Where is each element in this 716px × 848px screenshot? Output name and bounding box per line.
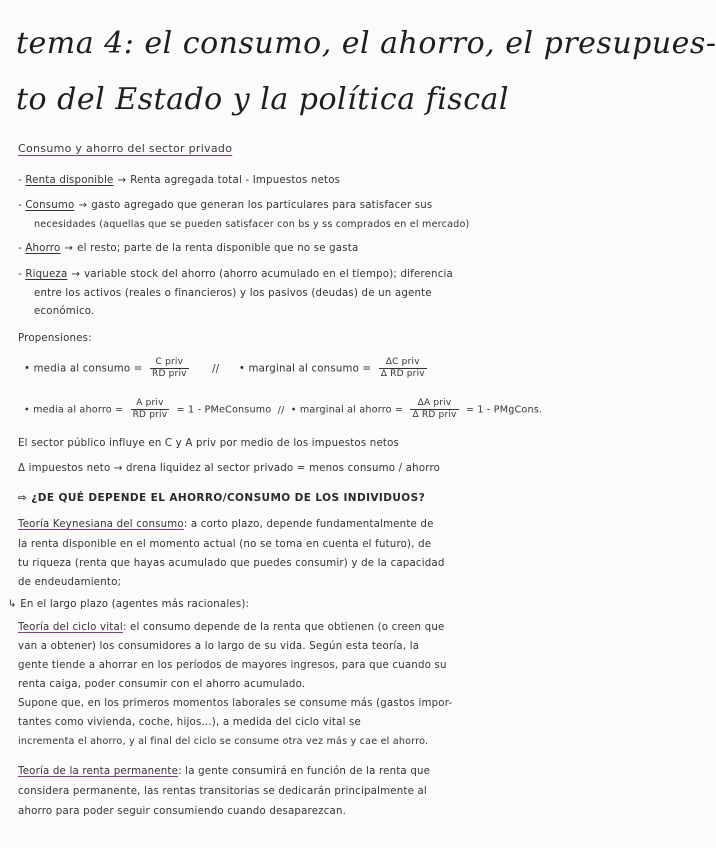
term-teoria-renta-permanente: Teoría de la renta permanente [18, 766, 179, 777]
list-item-riqueza: - Riqueza → variable stock del ahorro (ahorro acumulado en el tiempo); diferencia [18, 269, 453, 280]
term-teoria-keynesiana: Teoría Keynesiana del consumo [18, 519, 184, 530]
keynes-line-3: tu riqueza (renta que hayas acumulado que puedes consumir) y de la capacidad [18, 558, 445, 569]
def-riqueza-3: económico. [34, 306, 95, 317]
term-ahorro: Ahorro [25, 243, 61, 254]
permanente-line-1 [18, 765, 430, 778]
propensiones-label: Propensiones: [18, 333, 92, 344]
section-heading: Consumo y ahorro del sector privado [18, 142, 233, 155]
term-renta-disponible: Renta disponible [25, 175, 114, 186]
keynes-def-1: : a corto plazo, depende fundamentalmente de [183, 519, 434, 530]
def-riqueza-1: variable stock del ahorro (ahorro acumulado en el tiempo); diferencia [84, 269, 453, 280]
list-item-consumo: - Consumo → gasto agregado que generan los particulares para satisfacer sus [18, 200, 433, 211]
def-consumo-1: gasto agregado que generan los particulares para satisfacer sus [91, 200, 433, 211]
frac-den: RD priv [151, 369, 187, 379]
keynes-line-2: la renta disponible en el momento actual (no se toma en cuenta el futuro), de [18, 539, 432, 550]
ciclo-line-5: Supone que, en los primeros momentos laborales se consume más (gastos impor- [18, 698, 453, 709]
frac-den: Δ RD priv [380, 369, 425, 379]
frac-num: ΔA priv [410, 398, 458, 410]
def-renta-disponible: Renta agregada total - Impuestos netos [130, 175, 341, 186]
fraction-marginal-consumo [379, 357, 427, 380]
ciclo-line-3: gente tiende a ahorrar en los períodos de mayores ingresos, para que cuando su [18, 660, 447, 671]
ciclo-line-7: incrementa el ahorro, y al final del ciclo se consume otra vez más y cae el ahorro. [18, 736, 429, 747]
frac-den: RD priv [132, 410, 168, 420]
term-teoria-ciclo-vital: Teoría del ciclo vital [18, 622, 123, 633]
sector-publico-line-2: Δ impuestos neto → drena liquidez al sector privado = menos consumo / ahorro [18, 463, 441, 474]
def-ahorro: el resto; parte de la renta disponible que no se gasta [77, 243, 359, 254]
largo-plazo-text: En el largo plazo (agentes más racionales): [20, 599, 250, 610]
def-consumo-2: necesidades (aquellas que se pueden satisfacer con bs y ss comprados en el mercado) [34, 219, 470, 230]
ciclo-line-2: van a obtener) los consumidores a lo largo de su vida. Según esta teoría, la [18, 641, 420, 652]
media-consumo-label: media al consumo = [33, 363, 143, 375]
marginal-ahorro-label: marginal al ahorro = [299, 404, 404, 416]
permanente-line-3: ahorro para poder seguir consumiendo cuando desaparezcan. [18, 806, 347, 817]
frac-num: C priv [150, 357, 189, 369]
propension-media-consumo: • media al consumo = $\frac{\text{C priv}}{\text{RD priv}}$ // • marginal al consumo = $\frac{\text{ΔC priv}}{\text{Δ RD priv}}$ [24, 357, 425, 379]
question-heading: ⇨ ¿DE QUÉ DEPENDE EL AHORRO/CONSUMO DE LOS INDIVIDUOS? [18, 492, 426, 504]
media-ahorro-eq: = 1 - PMeConsumo [176, 404, 272, 416]
list-item-renta: - Renta disponible → Renta agregada total - Impuestos netos [18, 175, 341, 186]
frac-num: ΔC priv [379, 357, 427, 369]
permanente-line-2: considera permanente, las rentas transitorias se dedicarán principalmente al [18, 786, 427, 797]
term-consumo: Consumo [25, 200, 75, 211]
term-riqueza: Riqueza [25, 269, 68, 280]
media-ahorro-label: media al ahorro = [33, 404, 124, 416]
ciclo-line-6: tantes como vivienda, coche, hijos...), a medida del ciclo vital se [18, 717, 362, 728]
fraction-media-ahorro [131, 398, 170, 421]
sector-publico-line-1: El sector público influye en C y A priv por medio de los impuestos netos [18, 438, 400, 449]
page-title-line-2: to del Estado y la política fiscal [16, 82, 509, 117]
fraction-media-consumo [150, 357, 189, 380]
keynes-line-5: ↳ En el largo plazo (agentes más racionales): [8, 599, 250, 610]
propension-media-ahorro: • media al ahorro = $\frac{\text{A priv}}{\text{RD priv}}$ = 1 - PMeConsumo // • marginal al ahorro = $\frac{\text{ΔA priv}}{\text{Δ RD priv}}$ = 1 - PMgCons. [24, 398, 543, 420]
def-riqueza-2: entre los activos (reales o financieros) y los pasivos (deudas) de un agente [34, 288, 432, 299]
frac-num: A priv [131, 398, 170, 410]
frac-den: Δ RD priv [412, 410, 457, 420]
marginal-ahorro-eq: = 1 - PMgCons. [465, 404, 543, 416]
marginal-consumo-label: marginal al consumo = [248, 363, 372, 375]
ciclo-line-1 [18, 621, 444, 634]
fraction-marginal-ahorro [410, 398, 458, 421]
ciclo-line-4: renta caiga, poder consumir con el ahorro acumulado. [18, 679, 306, 690]
permanente-def-1: : la gente consumirá en función de la renta que [178, 766, 431, 777]
keynes-line-1 [18, 518, 434, 531]
list-item-ahorro: - Ahorro → el resto; parte de la renta disponible que no se gasta [18, 243, 359, 254]
ciclo-def-1: : el consumo depende de la renta que obtienen (o creen que [122, 622, 445, 633]
page-title-line-1: tema 4: el consumo, el ahorro, el presupues- [16, 26, 716, 61]
keynes-line-4: de endeudamiento; [18, 577, 122, 588]
